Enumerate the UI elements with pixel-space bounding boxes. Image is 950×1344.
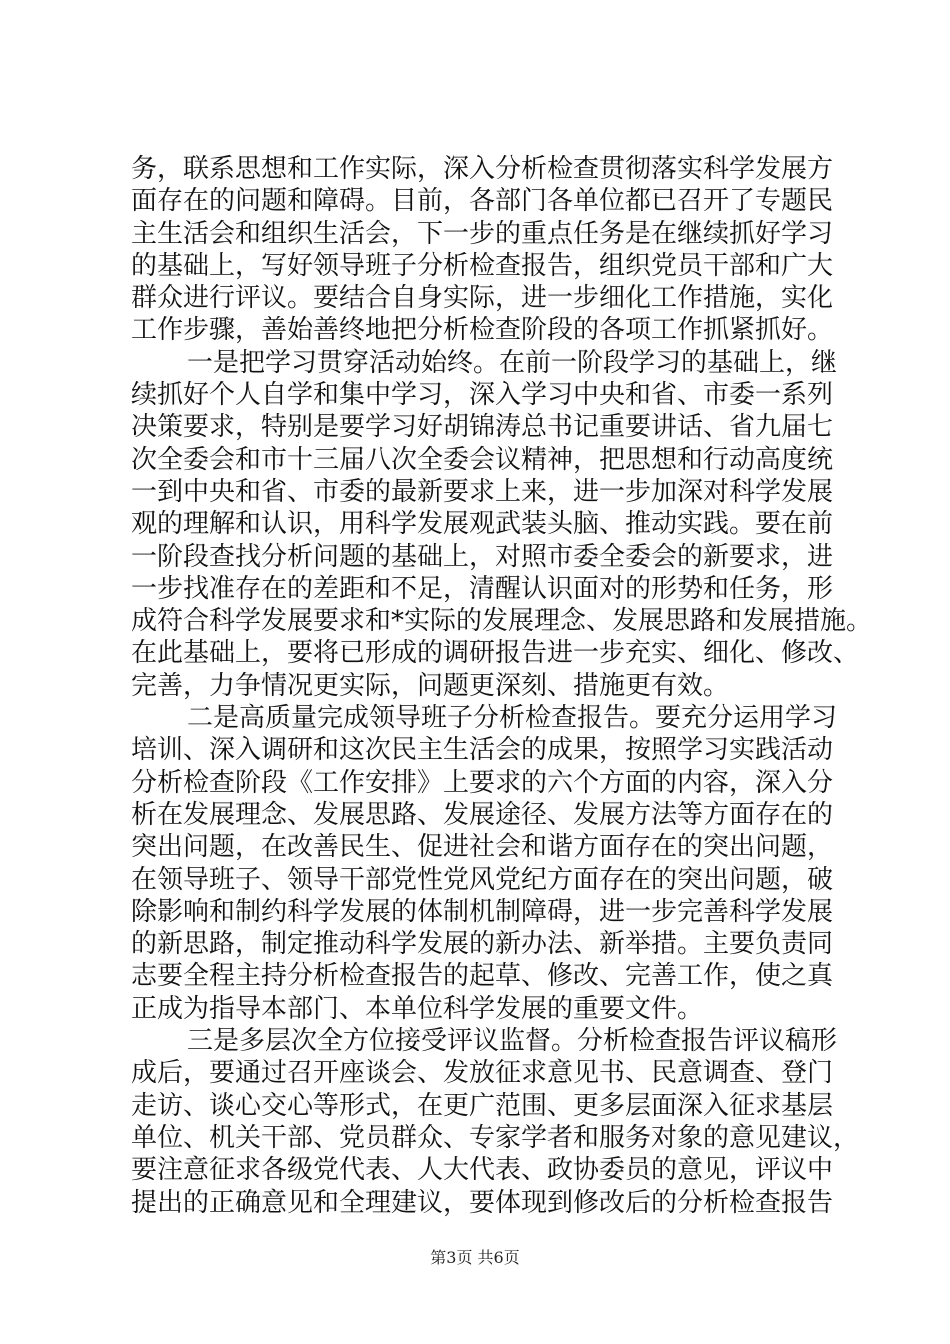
paragraph: [131, 702, 838, 1025]
text-line: 成符合科学发展要求和*实际的发展理念、发展思路和发展措施。: [131, 606, 873, 637]
text-line: 一到中央和省、市委的最新要求上来，进一步加深对科学发展: [131, 476, 834, 507]
text-line: 次全委会和市十三届八次全委会议精神，把思想和行动高度统: [131, 444, 834, 475]
text-line: 续抓好个人自学和集中学习，深入学习中央和省、市委一系列: [131, 380, 834, 411]
text-line: 观的理解和认识，用科学发展观武装头脑、推动实践。要在前: [131, 509, 834, 540]
text-line: 决策要求，特别是要学习好胡锦涛总书记重要讲话、省九届七: [131, 412, 834, 443]
text-line: 要注意征求各级党代表、人大代表、政协委员的意见，评议中: [131, 1155, 834, 1186]
paragraph: [131, 1025, 860, 1219]
text-line: 二是高质量完成领导班子分析检查报告。要充分运用学习: [187, 703, 838, 734]
page-number: 第3页 共6页: [430, 1248, 520, 1267]
text-line: 突出问题，在改善民生、促进社会和谐方面存在的突出问题，: [131, 832, 834, 863]
paragraph: [131, 347, 873, 702]
text-line: 正成为指导本部门、本单位科学发展的重要文件。: [131, 993, 704, 1024]
text-line: 的基础上，写好领导班子分析检查报告，组织党员干部和广大: [131, 250, 834, 281]
text-line: 完善，力争情况更实际，问题更深刻、措施更有效。: [131, 670, 730, 701]
text-line: 培训、深入调研和这次民主生活会的成果，按照学习实践活动: [131, 735, 834, 766]
text-line: 工作步骤，善始善终地把分析检查阶段的各项工作抓紧抓好。: [131, 315, 834, 346]
text-line: 主生活会和组织生活会，下一步的重点任务是在继续抓好学习: [131, 218, 834, 249]
text-line: 一步找准存在的差距和不足，清醒认识面对的形势和任务，形: [131, 573, 834, 604]
text-line: 析在发展理念、发展思路、发展途径、发展方法等方面存在的: [131, 799, 834, 830]
text-line: 走访、谈心交心等形式，在更广范围、更多层面深入征求基层: [131, 1090, 834, 1121]
text-line: 群众进行评议。要结合自身实际，进一步细化工作措施，实化: [131, 283, 834, 314]
text-line: 单位、机关干部、党员群众、专家学者和服务对象的意见建议，: [131, 1122, 860, 1153]
text-line: 成后，要通过召开座谈会、发放征求意见书、民意调查、登门: [131, 1058, 834, 1089]
text-line: 务，联系思想和工作实际，深入分析检查贯彻落实科学发展方: [131, 154, 834, 184]
text-line: 三是多层次全方位接受评议监督。分析检查报告评议稿形: [187, 1026, 838, 1057]
text-line: 一是把学习贯穿活动始终。在前一阶段学习的基础上，继: [187, 347, 838, 378]
text-line: 除影响和制约科学发展的体制机制障碍，进一步完善科学发展: [131, 896, 834, 927]
document-body: [131, 153, 873, 1219]
text-line: 一阶段查找分析问题的基础上，对照市委全委会的新要求，进: [131, 541, 834, 572]
text-line: 分析检查阶段《工作安排》上要求的六个方面的内容，深入分: [131, 767, 834, 798]
text-line: 提出的正确意见和全理建议，要体现到修改后的分析检查报告: [131, 1187, 834, 1218]
text-line: 在此基础上，要将已形成的调研报告进一步充实、细化、修改、: [131, 638, 860, 669]
text-line: 志要全程主持分析检查报告的起草、修改、完善工作，使之真: [131, 961, 834, 992]
text-line: 在领导班子、领导干部党性党风党纪方面存在的突出问题，破: [131, 864, 834, 895]
paragraph: [131, 153, 834, 347]
text-line: 的新思路，制定推动科学发展的新办法、新举措。主要负责同: [131, 929, 834, 960]
page-footer: [0, 1245, 950, 1268]
text-line: 面存在的问题和障碍。目前，各部门各单位都已召开了专题民: [131, 186, 834, 217]
